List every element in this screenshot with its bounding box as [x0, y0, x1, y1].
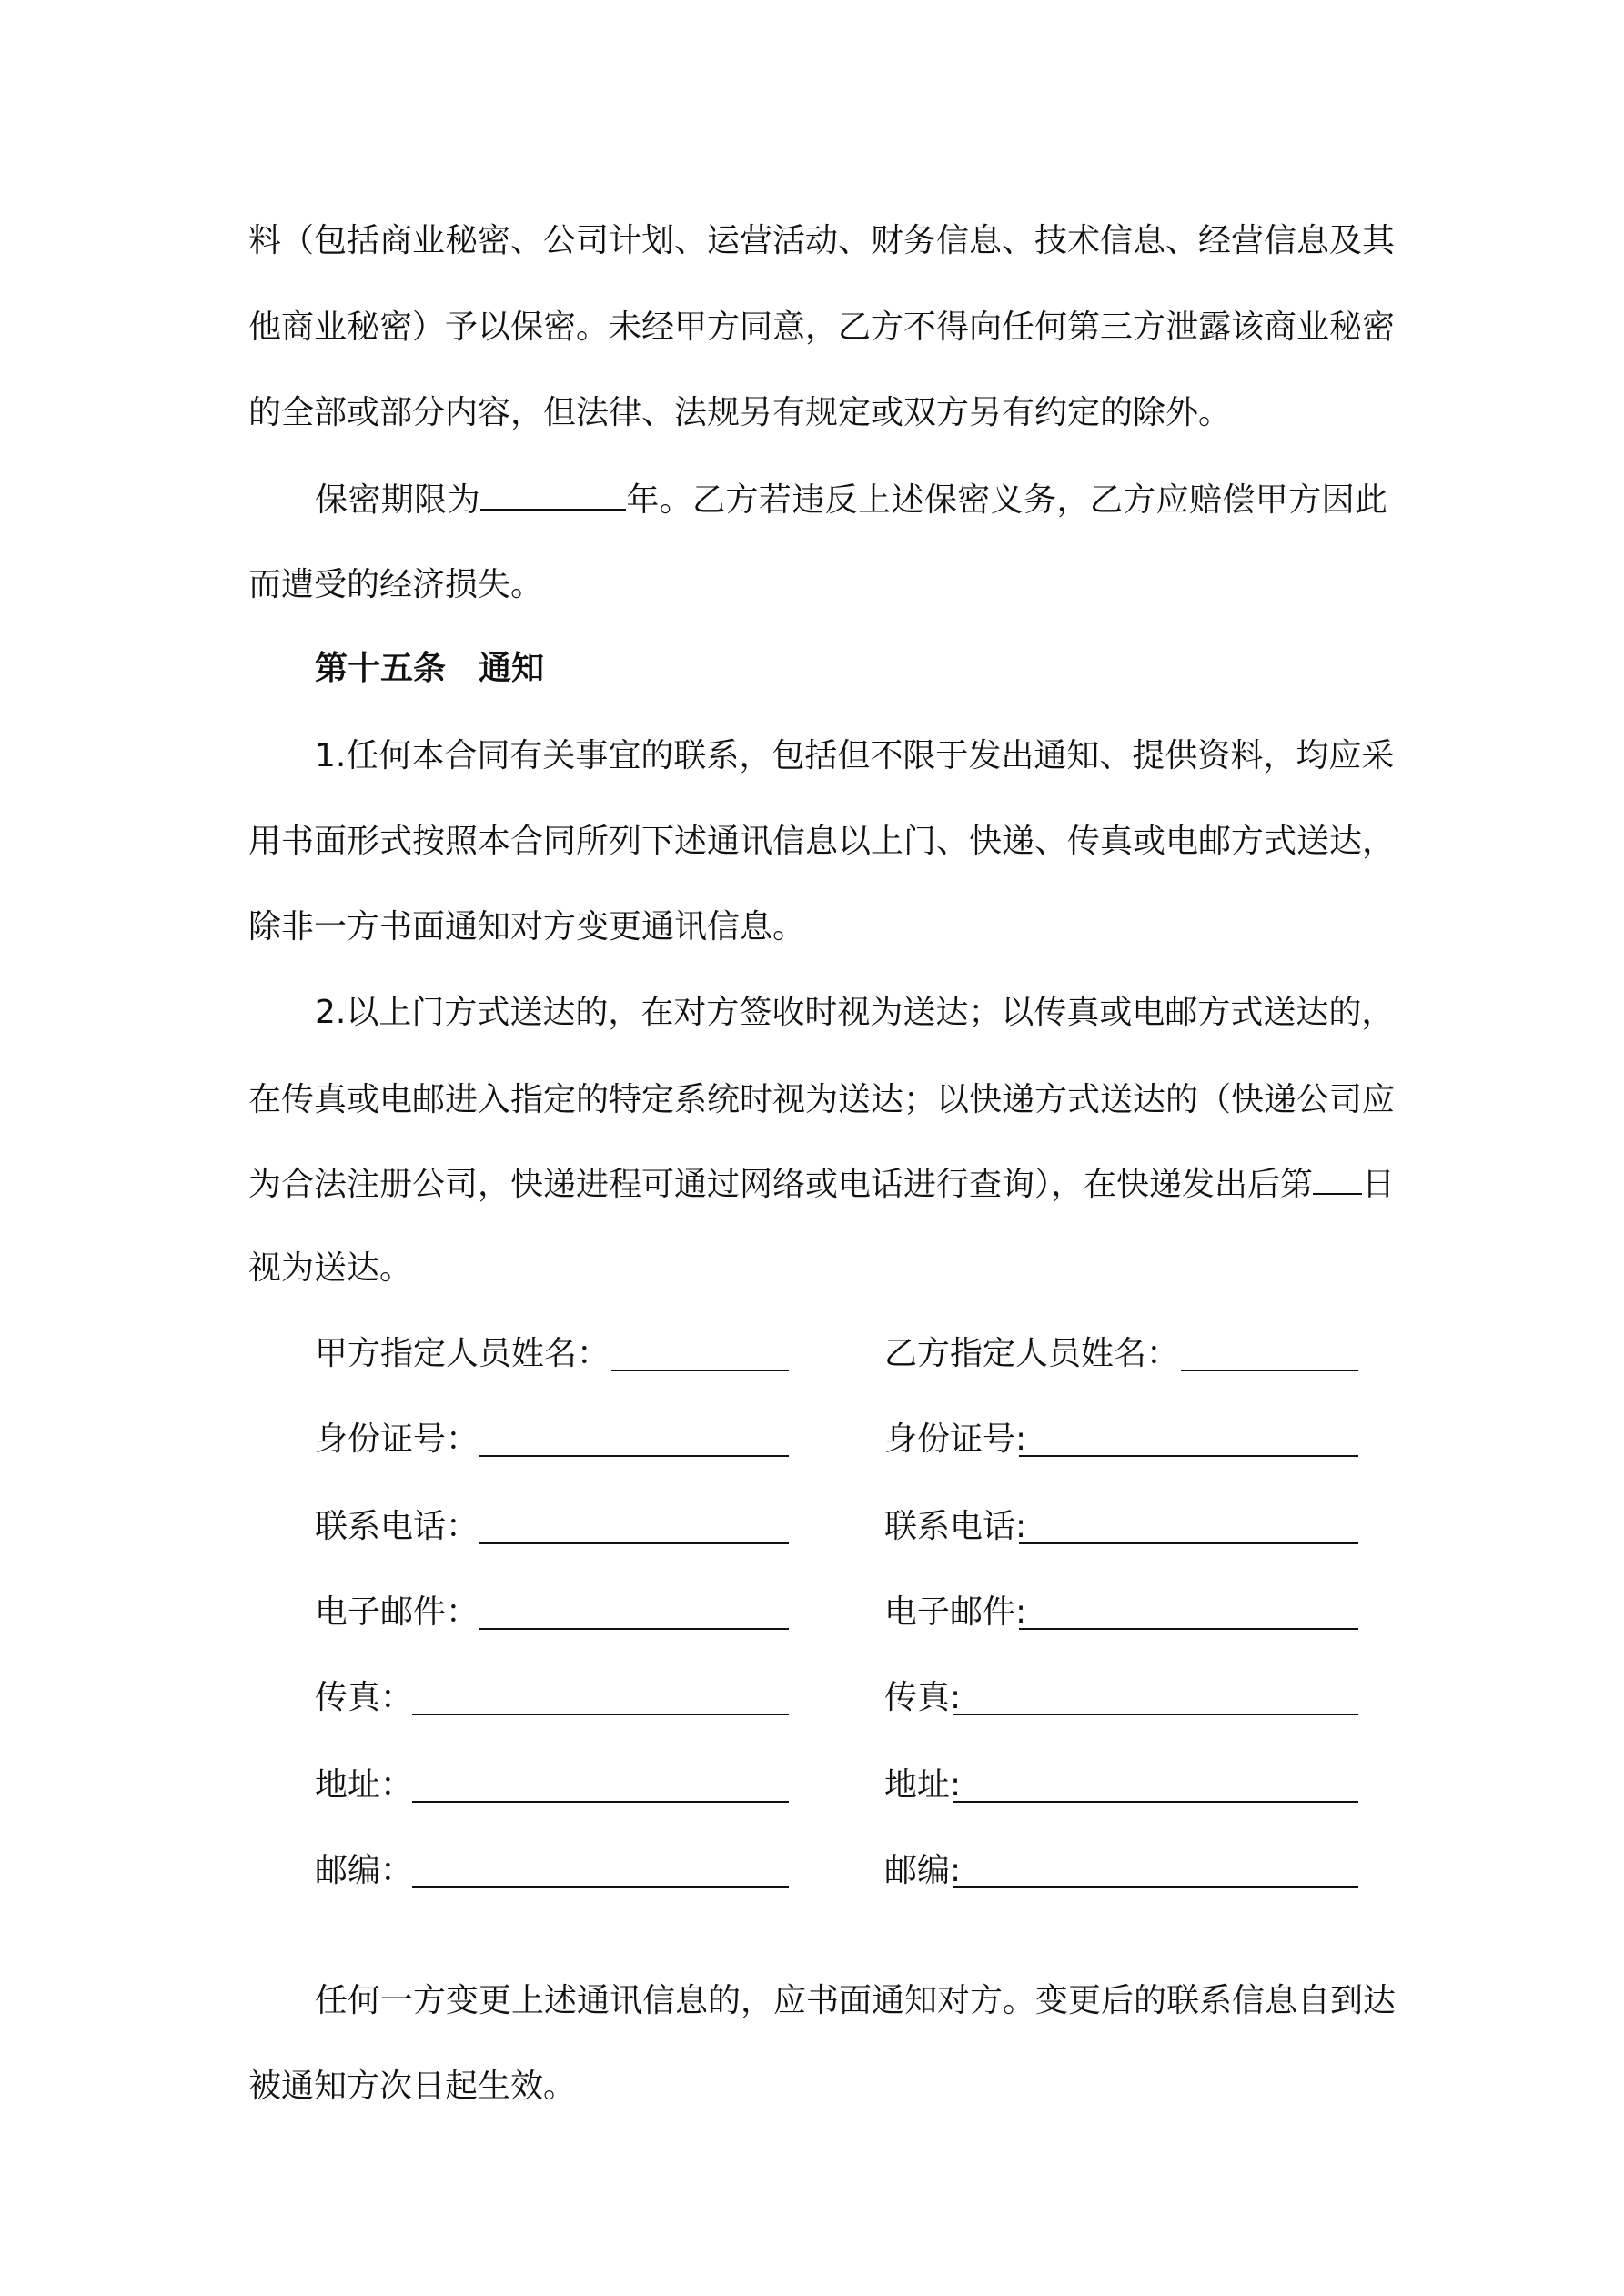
party-a-id-field[interactable]	[479, 1455, 789, 1457]
text-line: 用书面形式按照本合同所列下述通讯信息以上门、快递、传真或电邮方式送达，	[248, 823, 1396, 860]
party-a-address-field[interactable]	[412, 1801, 789, 1803]
party-b-postcode-label: 邮编:	[884, 1852, 962, 1889]
party-b-fax-label: 传真:	[884, 1679, 962, 1716]
text-line: 2.以上门方式送达的，在对方签收时视为送达；以传真或电邮方式送达的，	[315, 994, 1395, 1031]
text-line: 任何一方变更上述通讯信息的，应书面通知对方。变更后的联系信息自到达	[315, 1982, 1397, 2019]
text-line: 料（包括商业秘密、公司计划、运营活动、财务信息、技术信息、经营信息及其	[248, 222, 1396, 259]
party-b-name-label: 乙方指定人员姓名：	[884, 1335, 1180, 1372]
text: 为合法注册公司，快递进程可通过网络或电话进行查询），在快递发出后第	[248, 1166, 1314, 1203]
text: 年。乙方若违反上述保密义务，乙方应赔偿甲方因此	[625, 481, 1387, 519]
party-a-postcode-label: 邮编：	[315, 1852, 414, 1889]
text-line: 而遭受的经济损失。	[248, 566, 544, 603]
text: 日	[1362, 1166, 1396, 1203]
party-b-name-field[interactable]	[1181, 1370, 1358, 1371]
text-line: 1.任何本合同有关事宜的联系，包括但不限于发出通知、提供资料，均应采	[315, 737, 1395, 774]
party-a-fax-label: 传真：	[315, 1679, 414, 1716]
party-b-email-label: 电子邮件:	[884, 1593, 1027, 1631]
party-a-address-label: 地址：	[315, 1766, 414, 1804]
party-a-email-field[interactable]	[479, 1628, 789, 1630]
text-line: 在传真或电邮进入指定的特定系统时视为送达；以快递方式送达的（快递公司应	[248, 1081, 1396, 1118]
party-b-phone-field[interactable]	[1019, 1542, 1358, 1544]
party-a-id-label: 身份证号：	[315, 1421, 479, 1458]
party-a-name-field[interactable]	[611, 1370, 789, 1371]
party-b-id-field[interactable]	[1019, 1455, 1358, 1457]
days-blank[interactable]	[1313, 1160, 1362, 1195]
section-heading: 第十五条 通知	[315, 650, 545, 687]
party-a-fax-field[interactable]	[412, 1714, 789, 1715]
confidentiality-period-line	[315, 476, 1387, 521]
party-a-phone-label: 联系电话：	[315, 1508, 479, 1545]
party-a-name-label: 甲方指定人员姓名：	[315, 1335, 610, 1372]
text-line: 除非一方书面通知对方变更通讯信息。	[248, 908, 806, 946]
text-line: 被通知方次日起生效。	[248, 2068, 577, 2105]
party-b-fax-field[interactable]	[953, 1714, 1358, 1715]
party-b-phone-label: 联系电话:	[884, 1508, 1027, 1545]
party-a-phone-field[interactable]	[479, 1542, 789, 1544]
party-a-postcode-field[interactable]	[412, 1886, 789, 1888]
text-line: 的全部或部分内容，但法律、法规另有规定或双方另有约定的除外。	[248, 394, 1232, 431]
party-b-address-label: 地址:	[884, 1766, 962, 1804]
text-line: 视为送达。	[248, 1249, 413, 1287]
text: 保密期限为	[315, 481, 480, 519]
party-b-address-field[interactable]	[953, 1801, 1358, 1803]
delivery-days-line	[248, 1160, 1396, 1206]
party-b-id-label: 身份证号:	[884, 1421, 1027, 1458]
party-b-email-field[interactable]	[1019, 1628, 1358, 1630]
party-b-postcode-field[interactable]	[953, 1886, 1358, 1888]
text-line: 他商业秘密）予以保密。未经甲方同意，乙方不得向任何第三方泄露该商业秘密	[248, 308, 1396, 346]
years-blank[interactable]	[480, 476, 626, 511]
party-a-email-label: 电子邮件：	[315, 1593, 479, 1631]
